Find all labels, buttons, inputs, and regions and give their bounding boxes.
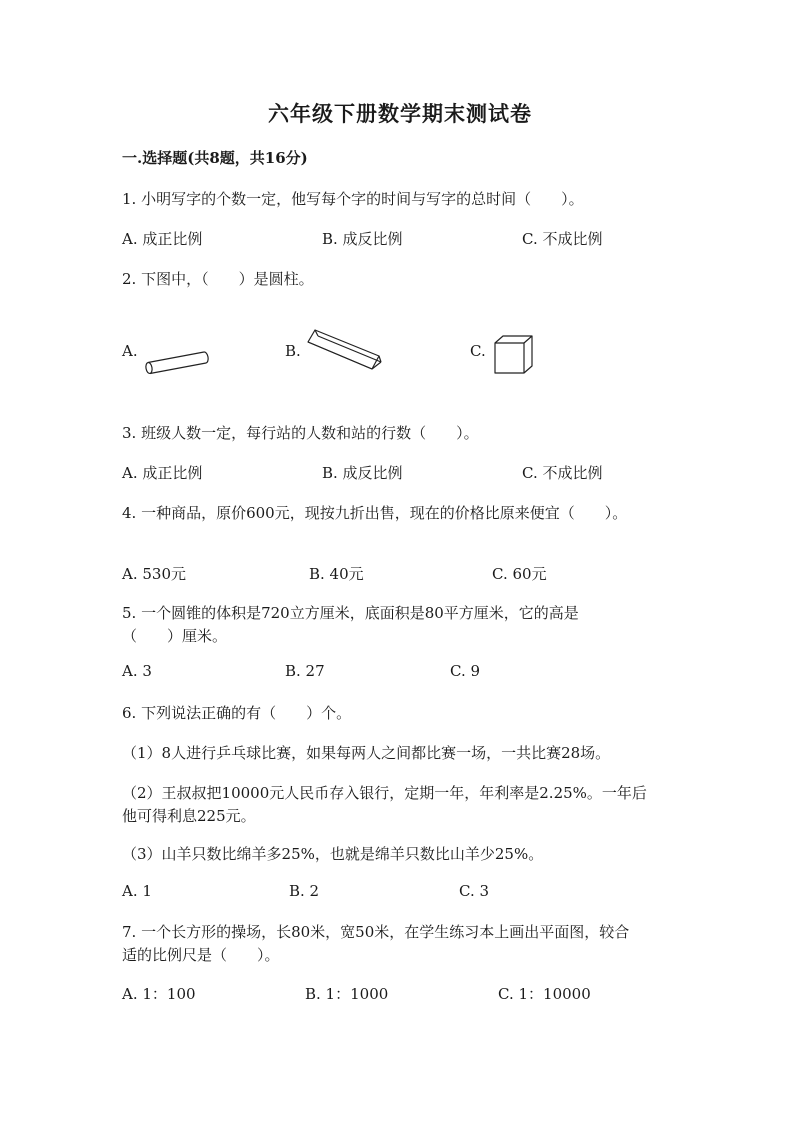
q2-option-a[interactable]: A.	[122, 342, 138, 360]
q5-option-b[interactable]: B. 27	[285, 662, 325, 680]
q6-statement-1: （1）8人进行乒乓球比赛，如果每两人之间都比赛一场，一共比赛28场。	[122, 744, 611, 762]
q1-option-b[interactable]: B. 成反比例	[322, 230, 403, 248]
q6-statement-3: （3）山羊只数比绵羊多25%，也就是绵羊只数比山羊少25%。	[122, 845, 544, 863]
q5-option-c[interactable]: C. 9	[450, 662, 481, 680]
question-5-line-1: 5. 一个圆锥的体积是720立方厘米，底面积是80平方厘米，它的高是	[122, 604, 579, 622]
q3-option-a[interactable]: A. 成正比例	[122, 464, 203, 482]
q7-option-b[interactable]: B. 1：1000	[305, 985, 389, 1003]
cube-icon	[492, 333, 536, 377]
q7-option-a[interactable]: A. 1：100	[122, 985, 196, 1003]
q2-option-b[interactable]: B.	[285, 342, 301, 360]
question-2: 2. 下图中，（ ）是圆柱。	[122, 270, 314, 288]
question-7-line-1: 7. 一个长方形的操场，长80米，宽50米，在学生练习本上画出平面图，较合	[122, 923, 630, 941]
q3-option-c[interactable]: C. 不成比例	[522, 464, 603, 482]
q7-option-c[interactable]: C. 1：10000	[498, 985, 591, 1003]
q4-option-b[interactable]: B. 40元	[309, 565, 364, 583]
q5-option-a[interactable]: A. 3	[122, 662, 152, 680]
question-1: 1. 小明写字的个数一定，他写每个字的时间与写字的总时间（ ）。	[122, 190, 584, 208]
q6-option-a[interactable]: A. 1	[122, 882, 152, 900]
q1-option-c[interactable]: C. 不成比例	[522, 230, 603, 248]
q1-option-a[interactable]: A. 成正比例	[122, 230, 203, 248]
cylinder-icon	[140, 346, 216, 380]
question-7-line-2: 适的比例尺是（ ）。	[122, 946, 280, 964]
question-4: 4. 一种商品，原价600元，现按九折出售，现在的价格比原来便宜（ ）。	[122, 504, 628, 522]
q6-statement-2: （2）王叔叔把10000元人民币存入银行，定期一年，年利率是2.25%。一年后	[122, 784, 647, 802]
question-6: 6. 下列说法正确的有（ ）个。	[122, 704, 352, 722]
q2-option-c[interactable]: C.	[470, 342, 486, 360]
section-heading: 一.选择题(共8题，共16分)	[122, 149, 308, 167]
q4-option-a[interactable]: A. 530元	[122, 565, 186, 583]
triangular-prism-icon	[303, 326, 387, 376]
page-title: 六年级下册数学期末测试卷	[268, 101, 532, 126]
q6-statement-2-cont: 他可得利息225元。	[122, 807, 256, 825]
q6-option-b[interactable]: B. 2	[289, 882, 320, 900]
q4-option-c[interactable]: C. 60元	[492, 565, 547, 583]
question-3: 3. 班级人数一定，每行站的人数和站的行数（ ）。	[122, 424, 479, 442]
q6-option-c[interactable]: C. 3	[459, 882, 490, 900]
question-5-line-2: （ ）厘米。	[122, 627, 228, 645]
q3-option-b[interactable]: B. 成反比例	[322, 464, 403, 482]
